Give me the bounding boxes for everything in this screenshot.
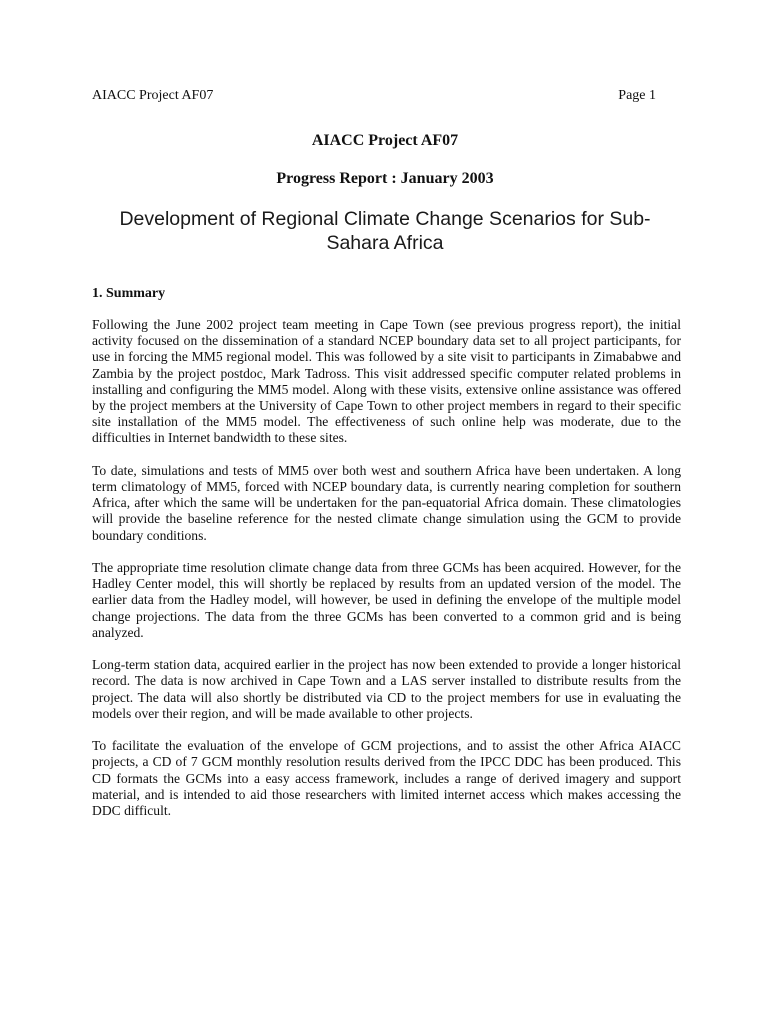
paragraph: Following the June 2002 project team meeting in Cape Town (see previous progress report), the initial activity focused on the dissemination of a standard NCEP boundary data set to all project participants, for use in forcing the MM5 regional model. This was followed by a site visit to participants in Zimababwe and Zambia by the project postdoc, Mark Tadross. This visit addressed specific computer related problems in installing and configuring the MM5 model. Along with these visits, extensive online assistance was offered by the project members at the University of Cape Town to other project members in regard to their specific site installation of the MM5 model. The effectiveness of such online help was moderate, due to the difficulties in Internet bandwidth to these sites. — [92, 317, 681, 446]
report-title: Progress Report : January 2003 — [276, 170, 494, 187]
section-heading: 1. Summary — [92, 286, 166, 301]
paragraph: Long-term station data, acquired earlier in the project has now been extended to provide a longer historical record. The data is now archived in Cape Town and a LAS server installed to distribute results from the project. The data will also shortly be distributed via CD to the project members for use in evaluating the models over their region, and will be made available to other projects. — [92, 657, 681, 721]
document-title: AIACC Project AF07 — [311, 132, 459, 149]
header-project-label: AIACC Project AF07 — [92, 88, 214, 103]
main-title: Development of Regional Climate Change Scenarios for Sub-Sahara Africa — [119, 208, 651, 254]
paragraph: The appropriate time resolution climate change data from three GCMs has been acquired. However, for the Hadley Center model, this will shortly be replaced by results from an updated version of the model. The earlier data from the Hadley model, will however, be used in defining the envelope of the multiple model change projections. The data from the three GCMs has been converted to a common grid and is being analyzed. — [92, 560, 681, 640]
summary-body — [92, 317, 681, 835]
paragraph: To date, simulations and tests of MM5 over both west and southern Africa have been undertaken. A long term climatology of MM5, forced with NCEP boundary data, is currently nearing completion for southern Africa, after which the same will be undertaken for the pan-equatorial Africa domain. These climatologies will provide the baseline reference for the nested climate change simulation using the GCM to provide boundary conditions. — [92, 462, 681, 543]
header-page-number: Page 1 — [618, 88, 656, 103]
paragraph: To facilitate the evaluation of the envelope of GCM projections, and to assist the other Africa AIACC projects, a CD of 7 GCM monthly resolution results derived from the IPCC DDC has been produced. This CD formats the GCMs into a easy access framework, includes a range of derived imagery and support material, and is intended to aid those researchers with limited internet access which makes accessing the DDC difficult. — [92, 738, 681, 819]
running-header — [92, 87, 656, 105]
